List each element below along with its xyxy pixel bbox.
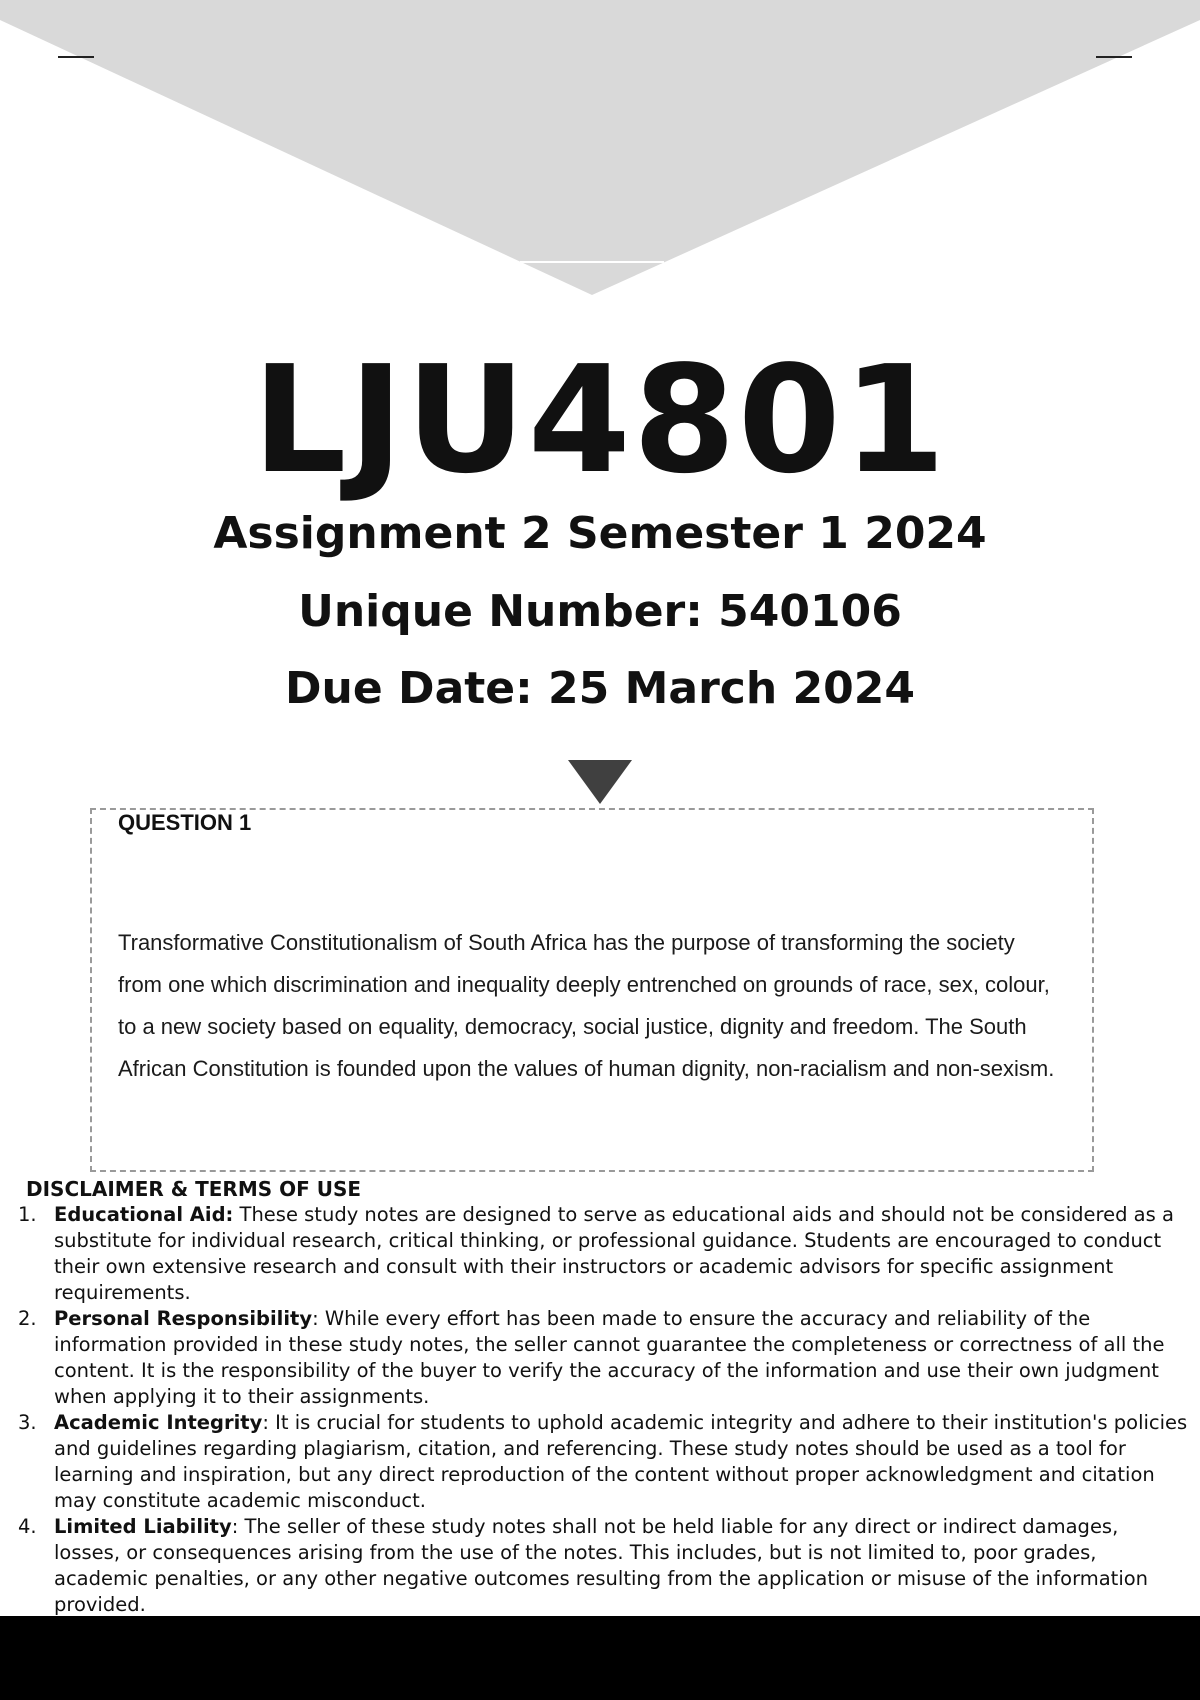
corner-line-right: [1096, 56, 1132, 58]
terms-list: [16, 1202, 1188, 1618]
list-item: [16, 1202, 1188, 1306]
term-title: Academic Integrity: [54, 1411, 263, 1434]
term-text: : The seller of these study notes shall not be held liable for any direct or indirect damages, losses, or consequences arising from the use of the notes. This includes, but is not limited to, poor grades, academic penalties, or any other negative outcomes resulting from the application or misuse of the information provided.: [54, 1515, 1149, 1616]
down-triangle-icon: [568, 760, 632, 804]
footer-bar: [0, 1616, 1200, 1700]
disclaimer-title: DISCLAIMER & TERMS OF USE: [26, 1177, 362, 1201]
unique-number: Unique Number: 540106: [298, 586, 902, 637]
assignment-title: Assignment 2 Semester 1 2024: [213, 508, 987, 559]
corner-line-left: [58, 56, 94, 58]
term-text: : While every effort has been made to ensure the accuracy and reliability of the information provided in these study notes, the seller cannot guarantee the completeness or correctness of all the content. It is the responsibility of the buyer to verify the accuracy of the information and use their own judgment when applying it to their assignments.: [54, 1307, 1165, 1408]
term-text: : It is crucial for students to uphold academic integrity and adhere to their institution's policies and guidelines regarding plagiarism, citation, and referencing. These study notes should be used as a tool for learning and inspiration, but any direct reproduction of the content without proper acknowledgment and citation may constitute academic misconduct.: [54, 1411, 1188, 1512]
question-heading: QUESTION 1: [118, 810, 252, 835]
question-body: Transformative Constitutionalism of South Africa has the purpose of transforming the society from one which discrimination and inequality deeply entrenched on grounds of race, sex, colour, to a new society based on equality, democracy, social justice, dignity and freedom. The South African Constitution is founded upon the values of human dignity, non-racialism and non-sexism.: [118, 930, 1055, 1081]
disclaimer-section: [16, 1176, 1188, 1618]
term-text: These study notes are designed to serve as educational aids and should not be considered as a substitute for individual research, critical thinking, or professional guidance. Students are encouraged to conduct their own extensive research and consult with their instructors or academic advisors for specific assignment requirements.: [54, 1203, 1174, 1304]
list-item: [16, 1514, 1188, 1618]
header-banner-graphic: [0, 0, 1200, 300]
term-number: 1.: [18, 1203, 37, 1226]
term-title: Limited Liability: [54, 1515, 232, 1538]
term-number: 2.: [18, 1307, 37, 1330]
question-box: [90, 808, 1094, 1172]
list-item: [16, 1410, 1188, 1514]
due-date: Due Date: 25 March 2024: [285, 663, 915, 714]
list-item: [16, 1306, 1188, 1410]
term-number: 4.: [18, 1515, 37, 1538]
term-title: Educational Aid:: [54, 1203, 234, 1226]
term-number: 3.: [18, 1411, 37, 1434]
course-code: LJU4801: [252, 334, 948, 506]
term-title: Personal Responsibility: [54, 1307, 313, 1330]
